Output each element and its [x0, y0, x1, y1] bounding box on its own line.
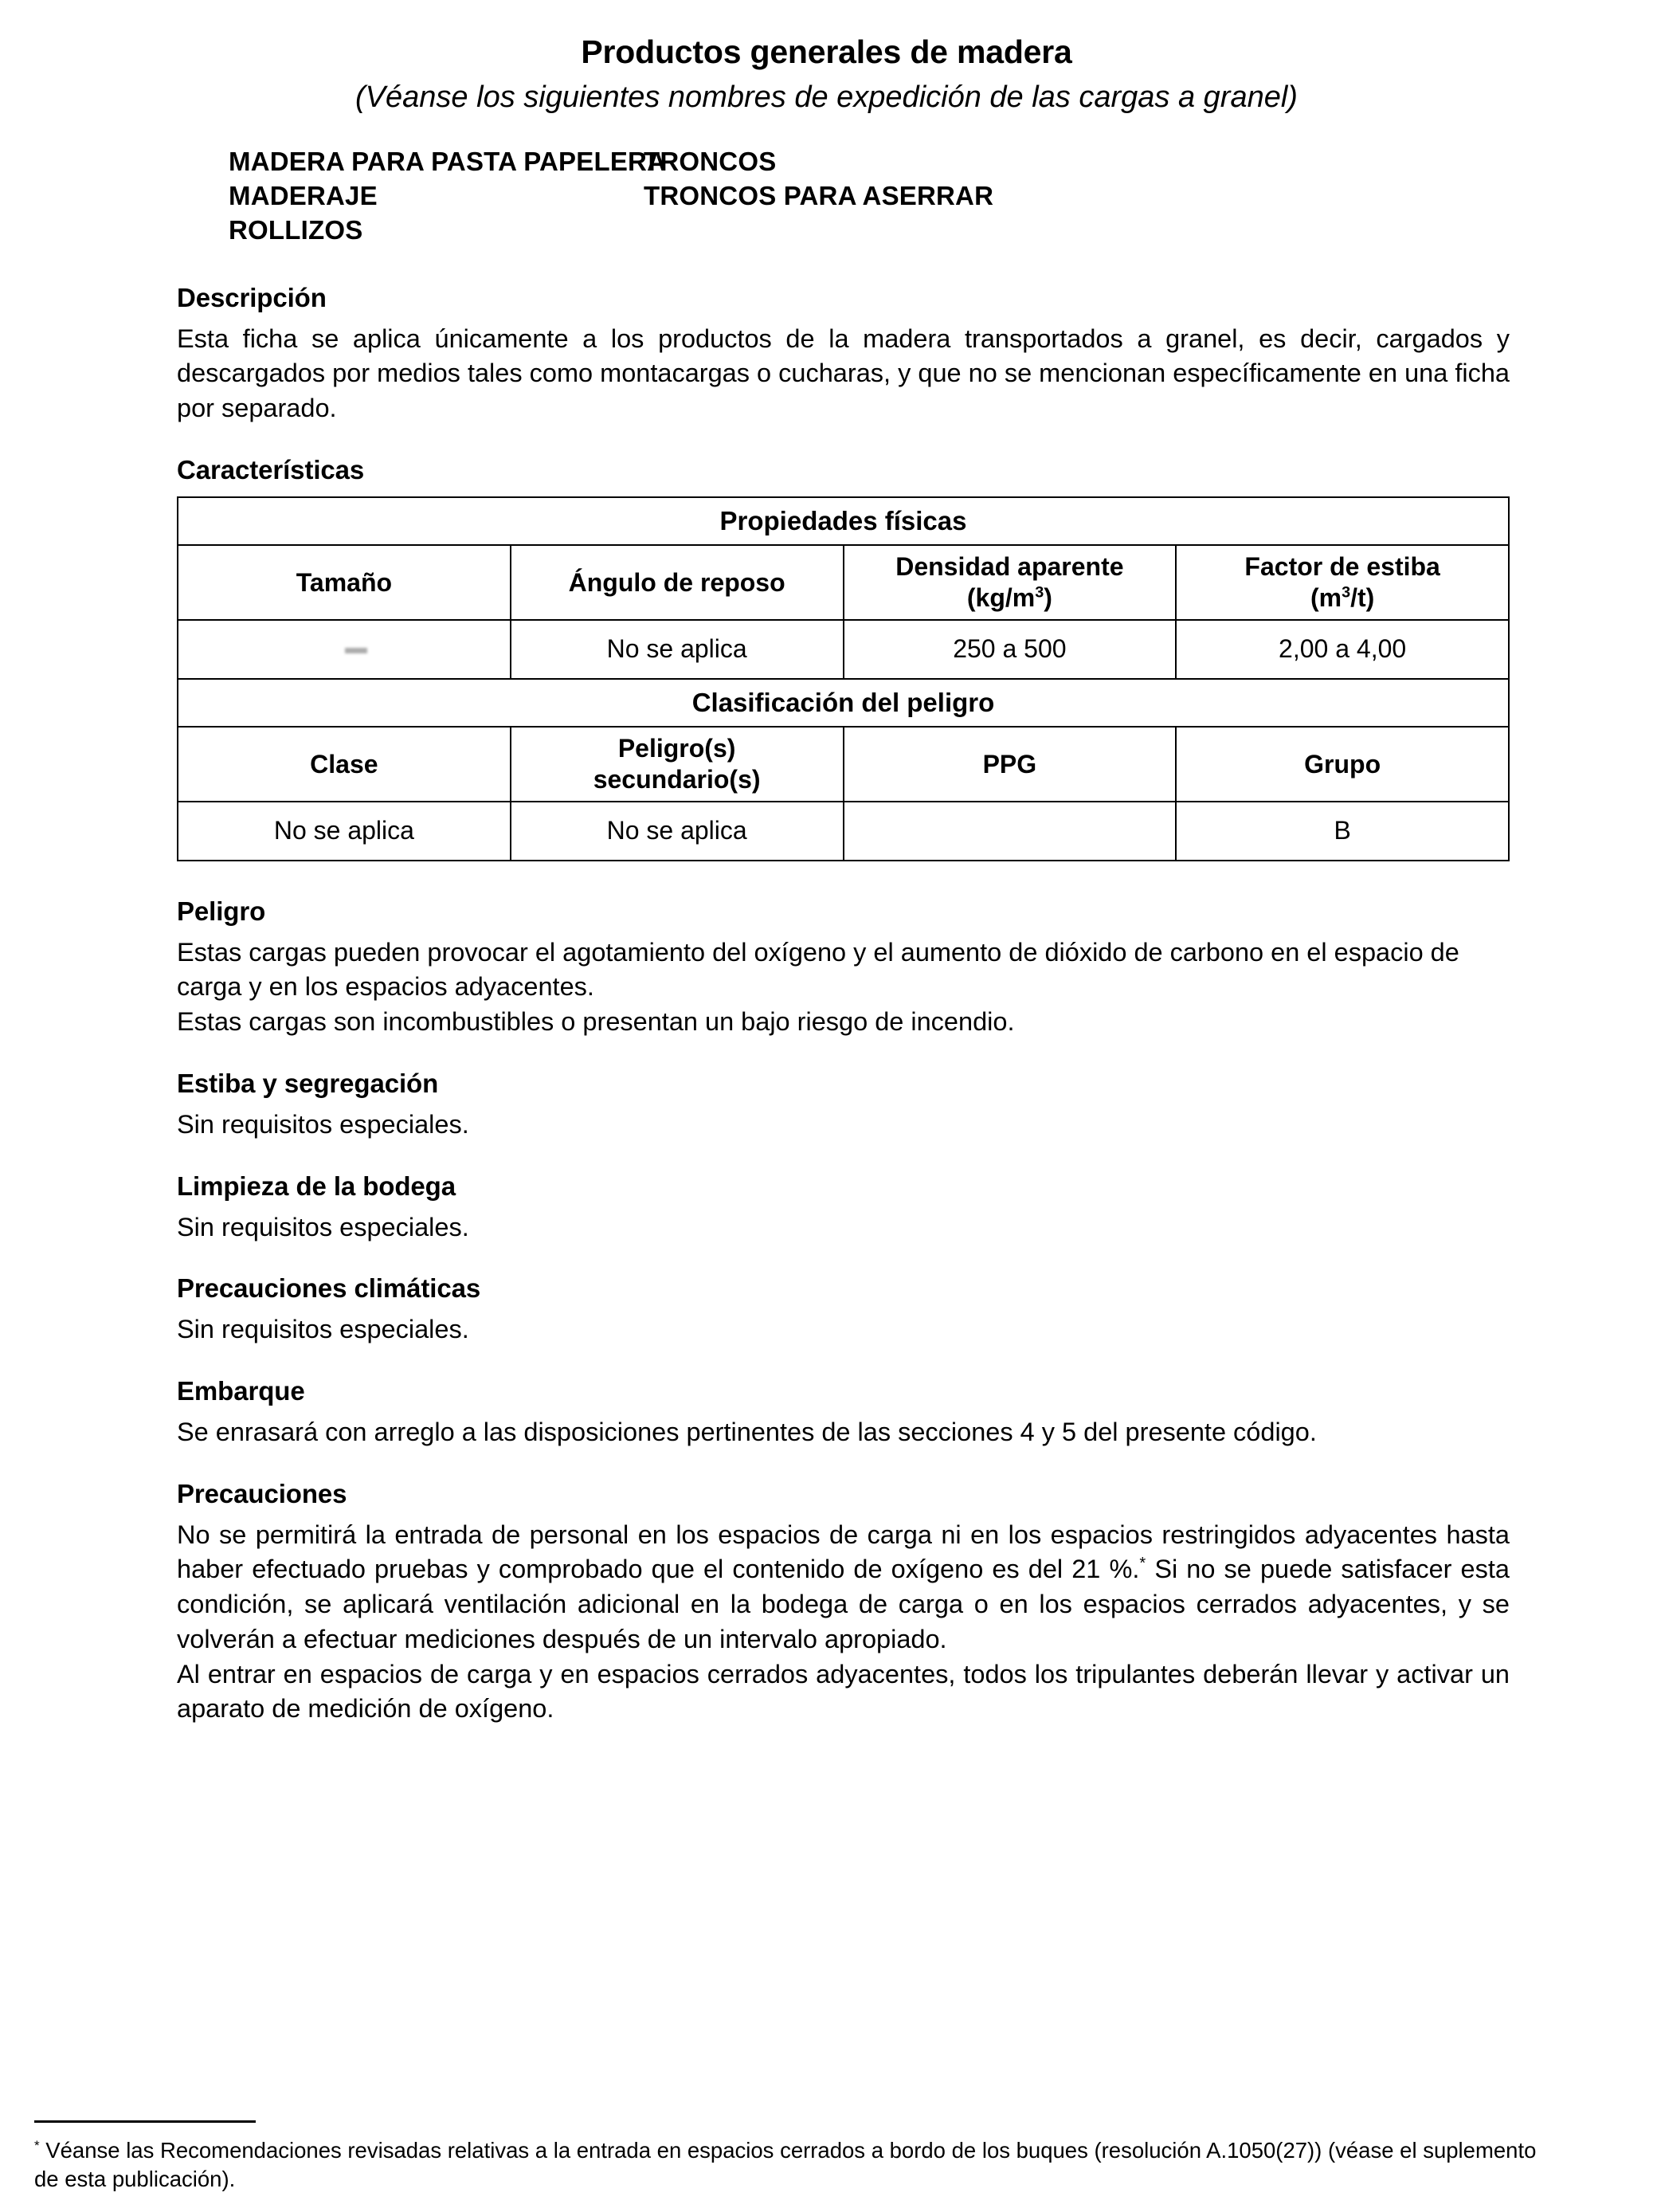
estiba-unit-suffix: /t) [1350, 582, 1375, 612]
table-row [178, 679, 1509, 727]
cargo-name: MADERA PARA PASTA PAPELERA [229, 147, 667, 176]
column-header-factor-estiba [1176, 545, 1509, 620]
section-paragraph: Estas cargas son incombustibles o presentan un bajo riesgo de incendio. [177, 1007, 1015, 1037]
value-ppg [844, 802, 1177, 861]
cargo-name: TRONCOS [644, 147, 777, 176]
precauciones-text-part1: No se permitirá la entrada de personal en los espacios de carga ni en los espacios restringidos adyacentes hasta haber efectuado pruebas y comprobado que el contenido de oxígeno es del 21 %. [177, 1520, 1510, 1584]
value-densidad-aparente: 250 a 500 [844, 620, 1177, 679]
table-row [178, 545, 1509, 620]
value-grupo: B [1176, 802, 1509, 861]
section-precauciones-climaticas [0, 1273, 1653, 1347]
value-factor-estiba: 2,00 a 4,00 [1176, 620, 1509, 679]
footnote-text [0, 2136, 1653, 2194]
section-heading-climaticas: Precauciones climáticas [177, 1273, 481, 1304]
cargo-name: TRONCOS PARA ASERRAR [644, 180, 994, 210]
section-heading-descripcion: Descripción [177, 282, 327, 312]
characteristics-table [177, 496, 1510, 861]
densidad-unit-suffix: ) [1044, 582, 1052, 612]
section-embarque [0, 1376, 1653, 1450]
section-paragraph: Esta ficha se aplica únicamente a los productos de la madera transportados a granel, es decir, cargados y descargados por medios tales como montacargas o cucharas, y que no se mencionan específicamente en una ficha por separado. [177, 324, 1510, 423]
densidad-unit-exponent: 3 [1035, 583, 1044, 602]
column-header-ppg: PPG [844, 727, 1177, 802]
section-caracteristicas [0, 455, 1653, 485]
densidad-label-line1: Densidad aparente [895, 552, 1124, 582]
page-title: Productos generales de madera [581, 33, 1072, 70]
value-angulo-reposo: No se aplica [511, 620, 844, 679]
page-subtitle: (Véanse los siguientes nombres de expedición de las cargas a granel) [355, 80, 1298, 114]
section-heading-estiba: Estiba y segregación [177, 1068, 439, 1098]
footnote-reference-marker: * [1139, 1555, 1146, 1573]
scan-artifact-smudge [345, 648, 367, 653]
value-peligro-secundario: No se aplica [511, 802, 844, 861]
estiba-unit-exponent: 3 [1342, 583, 1351, 602]
footnote-area [0, 2120, 1653, 2212]
characteristics-table-wrapper [0, 496, 1653, 861]
column-header-clase: Clase [178, 727, 511, 802]
footnote-separator-rule [34, 2120, 256, 2123]
section-heading-embarque: Embarque [177, 1376, 305, 1406]
section-heading-limpieza: Limpieza de la bodega [177, 1171, 456, 1201]
section-paragraph: Al entrar en espacios de carga y en espacios cerrados adyacentes, todos los tripulantes deberán llevar y activar un aparato de medición de oxígeno. [177, 1659, 1510, 1724]
section-paragraph: Se enrasará con arreglo a las disposiciones pertinentes de las secciones 4 y 5 del presente código. [177, 1418, 1317, 1446]
physical-properties-banner: Propiedades físicas [178, 497, 1509, 545]
table-row [178, 727, 1509, 802]
column-header-grupo: Grupo [1176, 727, 1509, 802]
section-estiba-segregacion [0, 1069, 1653, 1143]
column-header-tamano: Tamaño [178, 545, 511, 620]
value-tamano [178, 620, 511, 679]
section-heading-peligro: Peligro [177, 896, 266, 926]
value-clase: No se aplica [178, 802, 511, 861]
section-paragraph: Sin requisitos especiales. [177, 1212, 469, 1241]
column-header-peligro-secundario [511, 727, 844, 802]
peligro-sec-line1: Peligro(s) [617, 734, 736, 763]
section-paragraph: Sin requisitos especiales. [177, 1109, 469, 1139]
section-descripcion [0, 283, 1653, 426]
section-limpieza-bodega [0, 1171, 1653, 1245]
precauciones-text-part2: Si no se puede satisfacer esta condición, se aplicará ventilación adicional en la bodega de carga o en los espacios cerrados adyacentes, y se volverán a efectuar mediciones después de un intervalo apropiado. [177, 1555, 1510, 1653]
section-paragraph: Estas cargas pueden provocar el agotamiento del oxígeno y el aumento de dióxido de carbono en el espacio de carga y en los espacios adyacentes. [177, 937, 1459, 1002]
cargo-names-right-column [644, 145, 993, 248]
densidad-unit-prefix: (kg/m [966, 582, 1036, 612]
table-row [178, 802, 1509, 861]
footnote-marker: * [34, 2137, 40, 2153]
cargo-name-columns [0, 145, 1653, 248]
table-row [178, 620, 1509, 679]
section-paragraph [177, 1518, 1510, 1657]
estiba-unit-prefix: (m [1310, 582, 1342, 612]
column-header-densidad-aparente [844, 545, 1177, 620]
section-precauciones [0, 1479, 1653, 1727]
section-paragraph: Sin requisitos especiales. [177, 1315, 469, 1344]
section-peligro [0, 896, 1653, 1040]
table-row [178, 497, 1509, 545]
footnote-body: Véanse las Recomendaciones revisadas relativas a la entrada en espacios cerrados a bordo de los buques (resolución A.1050(27)) (véase el suplemento de esta publicación). [34, 2137, 1537, 2192]
cargo-name: ROLLIZOS [229, 214, 363, 245]
estiba-label-line1: Factor de estiba [1244, 552, 1440, 582]
cargo-name: MADERAJE [229, 180, 378, 210]
column-header-angulo-reposo: Ángulo de reposo [511, 545, 844, 620]
peligro-sec-line2: secundario(s) [593, 764, 761, 794]
section-heading-caracteristicas: Características [177, 454, 365, 484]
hazard-classification-banner: Clasificación del peligro [178, 679, 1509, 727]
cargo-names-left-column [229, 145, 667, 248]
section-heading-precauciones: Precauciones [177, 1478, 347, 1508]
